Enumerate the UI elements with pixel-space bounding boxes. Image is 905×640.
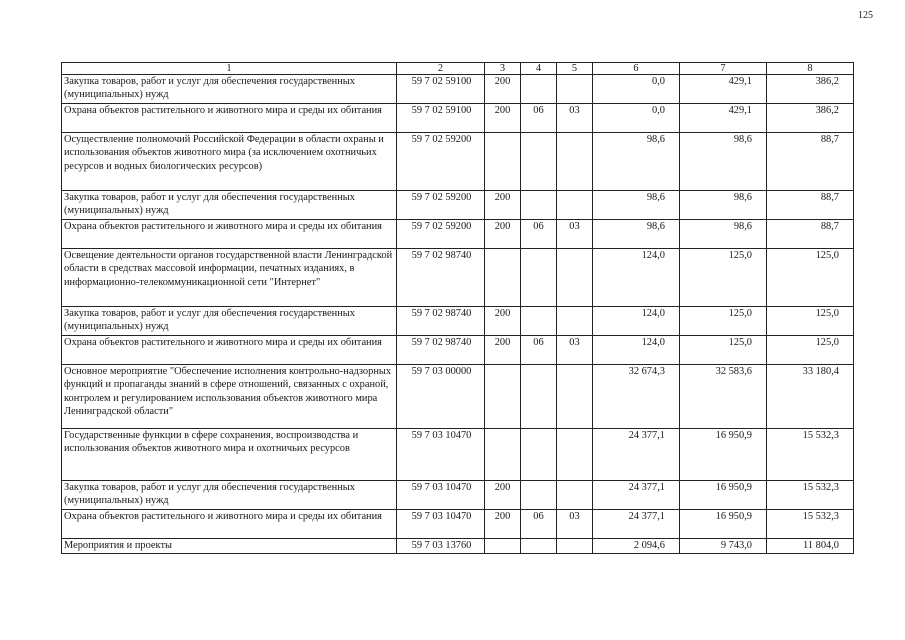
cell-v6: 24 377,1 <box>593 429 680 481</box>
cell-c4 <box>521 191 557 220</box>
cell-code: 59 7 02 59100 <box>397 75 485 104</box>
cell-code: 59 7 03 00000 <box>397 365 485 429</box>
cell-c3 <box>485 365 521 429</box>
cell-c5 <box>557 191 593 220</box>
table-row <box>62 365 854 429</box>
cell-v6: 124,0 <box>593 336 680 365</box>
cell-name: Закупка товаров, работ и услуг для обеспечения государственных (муниципальных) нужд <box>62 75 397 104</box>
cell-c5: 03 <box>557 104 593 133</box>
cell-v7: 125,0 <box>680 249 767 307</box>
table-row <box>62 220 854 249</box>
table-row <box>62 539 854 554</box>
cell-name: Основное мероприятие "Обеспечение исполнения контрольно-надзорных функций и пропаганды знаний в сфере отношений, связанных с охраной, контролем и регулированием использования объектов животного мира Ленинградской области" <box>62 365 397 429</box>
table-row <box>62 104 854 133</box>
cell-v8: 15 532,3 <box>767 429 854 481</box>
table-row <box>62 191 854 220</box>
cell-v6: 0,0 <box>593 104 680 133</box>
cell-c4 <box>521 429 557 481</box>
table-row <box>62 249 854 307</box>
cell-c3 <box>485 429 521 481</box>
cell-name: Осуществление полномочий Российской Федерации в области охраны и использования объектов животного мира (за исключением охотничьих ресурсов и водных биологических ресурсов) <box>62 133 397 191</box>
cell-c5 <box>557 539 593 554</box>
cell-v6: 2 094,6 <box>593 539 680 554</box>
column-header: 5 <box>557 63 593 75</box>
column-header: 4 <box>521 63 557 75</box>
cell-code: 59 7 02 98740 <box>397 336 485 365</box>
cell-v7: 16 950,9 <box>680 510 767 539</box>
cell-v8: 125,0 <box>767 336 854 365</box>
cell-c4: 06 <box>521 336 557 365</box>
cell-name: Закупка товаров, работ и услуг для обеспечения государственных (муниципальных) нужд <box>62 481 397 510</box>
cell-c5 <box>557 133 593 191</box>
cell-c5: 03 <box>557 220 593 249</box>
cell-name: Освещение деятельности органов государственной власти Ленинградской области в средствах массовой информации, печатных изданиях, в информационно-телекоммуникационной сети "Интернет" <box>62 249 397 307</box>
cell-v6: 24 377,1 <box>593 510 680 539</box>
cell-name: Закупка товаров, работ и услуг для обеспечения государственных (муниципальных) нужд <box>62 307 397 336</box>
cell-name: Охрана объектов растительного и животного мира и среды их обитания <box>62 220 397 249</box>
cell-v8: 125,0 <box>767 307 854 336</box>
cell-c5 <box>557 365 593 429</box>
cell-v6: 98,6 <box>593 133 680 191</box>
cell-v7: 429,1 <box>680 75 767 104</box>
cell-c5 <box>557 249 593 307</box>
cell-v8: 386,2 <box>767 104 854 133</box>
cell-v6: 98,6 <box>593 220 680 249</box>
cell-c3: 200 <box>485 191 521 220</box>
cell-c5 <box>557 307 593 336</box>
table-body <box>62 75 854 554</box>
cell-v6: 0,0 <box>593 75 680 104</box>
column-header: 7 <box>680 63 767 75</box>
cell-v8: 11 804,0 <box>767 539 854 554</box>
cell-c4 <box>521 75 557 104</box>
cell-v6: 32 674,3 <box>593 365 680 429</box>
cell-code: 59 7 02 59100 <box>397 104 485 133</box>
cell-v7: 98,6 <box>680 220 767 249</box>
table-row <box>62 481 854 510</box>
table-row <box>62 336 854 365</box>
cell-c4 <box>521 307 557 336</box>
cell-v8: 33 180,4 <box>767 365 854 429</box>
cell-c4 <box>521 365 557 429</box>
cell-c3: 200 <box>485 220 521 249</box>
cell-c3: 200 <box>485 336 521 365</box>
cell-v7: 16 950,9 <box>680 429 767 481</box>
cell-c5: 03 <box>557 510 593 539</box>
cell-c5 <box>557 481 593 510</box>
cell-c5 <box>557 75 593 104</box>
cell-v8: 88,7 <box>767 220 854 249</box>
cell-v7: 98,6 <box>680 191 767 220</box>
cell-c5: 03 <box>557 336 593 365</box>
cell-c3: 200 <box>485 75 521 104</box>
cell-c3: 200 <box>485 104 521 133</box>
table-row <box>62 75 854 104</box>
cell-v7: 125,0 <box>680 336 767 365</box>
cell-c3: 200 <box>485 307 521 336</box>
cell-code: 59 7 03 13760 <box>397 539 485 554</box>
cell-code: 59 7 02 98740 <box>397 307 485 336</box>
cell-code: 59 7 03 10470 <box>397 510 485 539</box>
cell-v7: 9 743,0 <box>680 539 767 554</box>
cell-v6: 124,0 <box>593 307 680 336</box>
cell-v8: 88,7 <box>767 133 854 191</box>
cell-code: 59 7 03 10470 <box>397 481 485 510</box>
column-header: 2 <box>397 63 485 75</box>
cell-c5 <box>557 429 593 481</box>
table-row <box>62 133 854 191</box>
table-header-row <box>62 63 854 75</box>
cell-c4: 06 <box>521 104 557 133</box>
cell-c4 <box>521 539 557 554</box>
table-row <box>62 510 854 539</box>
cell-c4: 06 <box>521 510 557 539</box>
cell-c4 <box>521 249 557 307</box>
cell-v7: 125,0 <box>680 307 767 336</box>
cell-code: 59 7 02 59200 <box>397 133 485 191</box>
cell-v7: 32 583,6 <box>680 365 767 429</box>
cell-code: 59 7 03 10470 <box>397 429 485 481</box>
cell-code: 59 7 02 98740 <box>397 249 485 307</box>
cell-c3 <box>485 539 521 554</box>
budget-table <box>61 62 854 554</box>
page-number: 125 <box>858 10 873 21</box>
cell-v6: 124,0 <box>593 249 680 307</box>
cell-name: Закупка товаров, работ и услуг для обеспечения государственных (муниципальных) нужд <box>62 191 397 220</box>
cell-c3: 200 <box>485 481 521 510</box>
cell-name: Охрана объектов растительного и животного мира и среды их обитания <box>62 104 397 133</box>
cell-code: 59 7 02 59200 <box>397 191 485 220</box>
cell-c3 <box>485 133 521 191</box>
cell-code: 59 7 02 59200 <box>397 220 485 249</box>
cell-c4 <box>521 133 557 191</box>
cell-v6: 98,6 <box>593 191 680 220</box>
cell-v8: 125,0 <box>767 249 854 307</box>
table-row <box>62 429 854 481</box>
cell-v6: 24 377,1 <box>593 481 680 510</box>
cell-v8: 386,2 <box>767 75 854 104</box>
cell-c3: 200 <box>485 510 521 539</box>
cell-v8: 88,7 <box>767 191 854 220</box>
column-header: 3 <box>485 63 521 75</box>
column-header: 6 <box>593 63 680 75</box>
cell-name: Государственные функции в сфере сохранения, воспроизводства и использования объектов животного мира и охотничьих ресурсов <box>62 429 397 481</box>
cell-v8: 15 532,3 <box>767 481 854 510</box>
column-header: 8 <box>767 63 854 75</box>
cell-v7: 429,1 <box>680 104 767 133</box>
cell-name: Охрана объектов растительного и животного мира и среды их обитания <box>62 510 397 539</box>
cell-c4: 06 <box>521 220 557 249</box>
column-header: 1 <box>62 63 397 75</box>
cell-v7: 16 950,9 <box>680 481 767 510</box>
cell-c3 <box>485 249 521 307</box>
cell-c4 <box>521 481 557 510</box>
table-row <box>62 307 854 336</box>
cell-v7: 98,6 <box>680 133 767 191</box>
cell-name: Мероприятия и проекты <box>62 539 397 554</box>
cell-v8: 15 532,3 <box>767 510 854 539</box>
cell-name: Охрана объектов растительного и животного мира и среды их обитания <box>62 336 397 365</box>
